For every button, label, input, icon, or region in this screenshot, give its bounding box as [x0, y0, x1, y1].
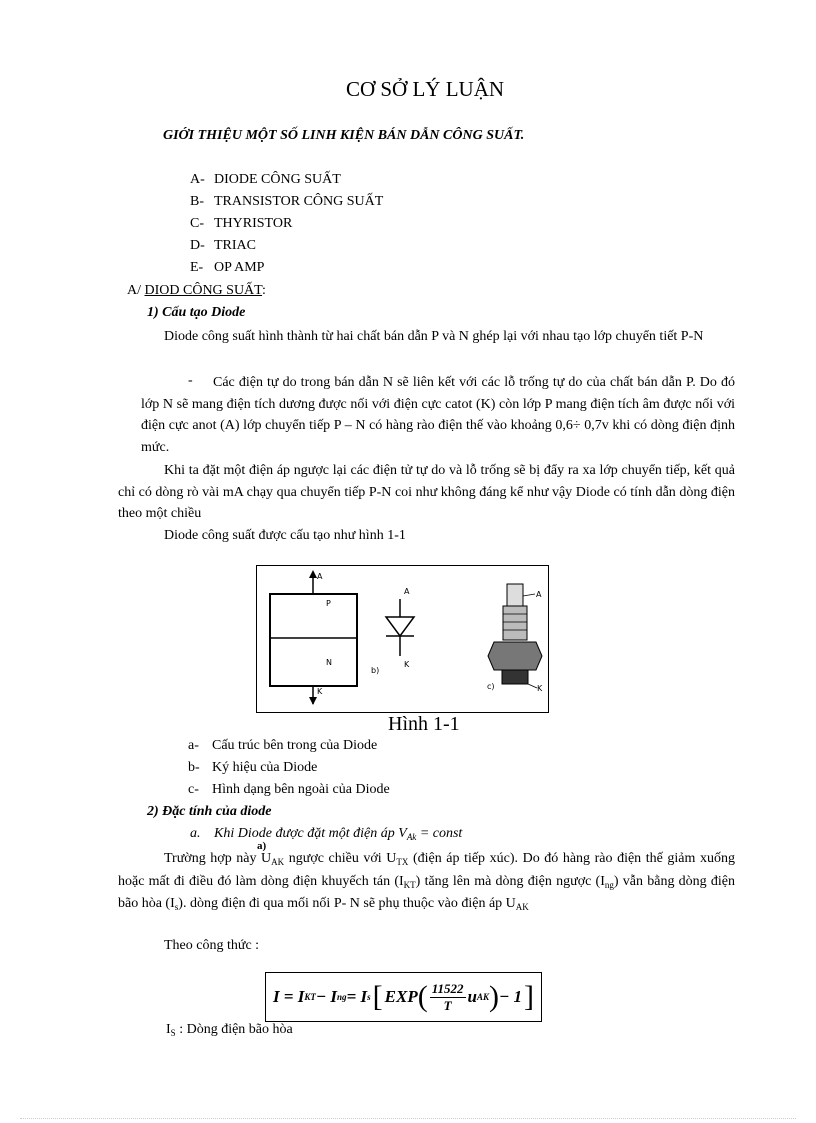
sub-heading-tail: = const [416, 826, 463, 841]
page-subtitle: GIỚI THIỆU MỘT SỐ LINH KIỆN BÁN DẪN CÔNG SUẤT. [163, 128, 525, 143]
hex-nut [488, 642, 542, 670]
toc-item-label: B- [190, 194, 204, 209]
sub-heading-label: a. [190, 826, 201, 841]
section-suffix: : [262, 283, 266, 298]
diode-formula: I = I KT − I ng = I s [ EXP ( 11522 T u AK ) − 1 ] [265, 972, 542, 1022]
legend-label: c- [188, 782, 199, 797]
fraction: 11522 T [431, 980, 464, 1013]
legend-item [188, 781, 390, 799]
paragraph: Khi ta đặt một điện áp ngược lại các điện tử tự do và lỗ trống sẽ bị đẩy ra xa lớp chuyển tiếp, kết quả chỉ có dòng rò vài mA chạy qua chuyển tiếp P-N coi như không đáng kể như vậy Diode có tính dẫn dòng điện theo một chiều [118, 463, 735, 521]
toc-item-label: C- [190, 216, 204, 231]
paragraph: Trường hợp này $U_{AK}$ ngược chiều với $U_{TX}$ (điện áp tiếp xúc). Do đó hàng rào điện thế giảm xuống hoặc mất đi điều đó làm dòng điện khuyếch tán $(I_{KT})$ tăng lên mà dòng điện ngược $(I_{ng})$ vẫn bằng dòng điện bão hòa $(I_s)$. dòng điện đi qua mối nối P- N sẽ phụ thuộc vào điện áp $U_{AK}$ [118, 851, 736, 912]
stud-body [503, 606, 527, 640]
sub-heading-text: Khi Diode được đặt một điện áp V [214, 826, 407, 841]
symbol-label-a: A [404, 587, 410, 596]
stud-top [507, 584, 523, 606]
diode-figure [256, 565, 549, 713]
toc-item-text: THYRISTOR [214, 216, 293, 231]
paren-right-icon: ) [488, 980, 499, 1013]
figure-caption: Hình 1-1 [388, 713, 460, 735]
toc-item [190, 215, 292, 233]
overlap-mark: a) [257, 840, 267, 852]
sub-heading [190, 825, 462, 843]
symbol-label-k: K [404, 660, 410, 669]
label-c: c) [487, 682, 495, 691]
arrow-up-icon [309, 570, 317, 578]
paragraph: Diode công suất hình thành từ hai chất bán dẫn P và N ghép lại với nhau tạo lớp chuyển tiết P-N [164, 329, 704, 344]
legend-text: Cấu trúc bên trong của Diode [212, 738, 378, 753]
pn-block [270, 594, 357, 686]
arrow-down-icon [309, 697, 317, 705]
toc-item-label: E- [190, 260, 204, 275]
legend-item [188, 737, 377, 755]
label-p: P [326, 599, 331, 608]
legend-label: a- [188, 738, 199, 753]
page-title: CƠ SỞ LÝ LUẬN [345, 77, 505, 101]
paragraph: Diode công suất được cấu tạo như hình 1-1 [164, 528, 406, 543]
is-definition: $I_S$ : Dòng điện bão hòa [166, 1022, 293, 1038]
toc-item-label: D- [190, 238, 205, 253]
sub-heading-sub: Ak [406, 832, 417, 842]
legend-item [188, 759, 317, 777]
thread [502, 670, 528, 684]
bracket-right-icon: ] [524, 980, 535, 1013]
bullet-paragraph: Các điện tự do trong bán dẫn N sẽ liên kết với các lỗ trống tự do của chất bán dẫn P. Do đó lớp N sẽ mang điện tích dương được nối với điện cực catot (K) còn lớp P mang điện tích âm được nối với điện cực anot (A) lớp chuyển tiếp P – N có hàng rào điện thế vào khoảng 0,6÷ 0,7v khi có dòng điện định mức. [141, 375, 735, 455]
label-a: A [317, 572, 323, 581]
toc-item [190, 237, 256, 255]
section-heading [127, 282, 266, 300]
section-prefix: A/ [127, 283, 141, 298]
paren-left-icon: ( [417, 980, 428, 1013]
subsection-heading: 1) Cấu tạo Diode [147, 305, 246, 320]
toc-item-label: A- [190, 172, 205, 187]
package-label-a: A [536, 590, 542, 599]
toc-item-text: TRANSISTOR CÔNG SUẤT [214, 194, 384, 209]
toc-item [190, 171, 341, 189]
paragraph: Theo công thức : [164, 938, 260, 953]
label-k: K [317, 687, 323, 696]
page-footer-divider [20, 1118, 796, 1119]
package-label-k: K [537, 684, 543, 693]
section-title: DIOD CÔNG SUẤT [144, 283, 263, 298]
legend-text: Hình dạng bên ngoài của Diode [212, 782, 390, 797]
label-b: b) [371, 666, 380, 675]
legend-label: b- [188, 760, 200, 775]
diode-symbol-icon [386, 617, 414, 636]
label-n: N [326, 658, 332, 667]
legend-text: Ký hiệu của Diode [212, 760, 318, 775]
subsection-heading: 2) Đặc tính của diode [147, 804, 272, 819]
toc-item-text: DIODE CÔNG SUẤT [214, 172, 341, 187]
bullet-mark: - [188, 373, 193, 388]
toc-item-text: OP AMP [214, 260, 265, 275]
toc-item [190, 259, 264, 277]
toc-item-text: TRIAC [214, 238, 256, 253]
toc-item [190, 193, 383, 211]
diode-figure-drawing [257, 566, 548, 712]
bracket-left-icon: [ [372, 980, 383, 1013]
